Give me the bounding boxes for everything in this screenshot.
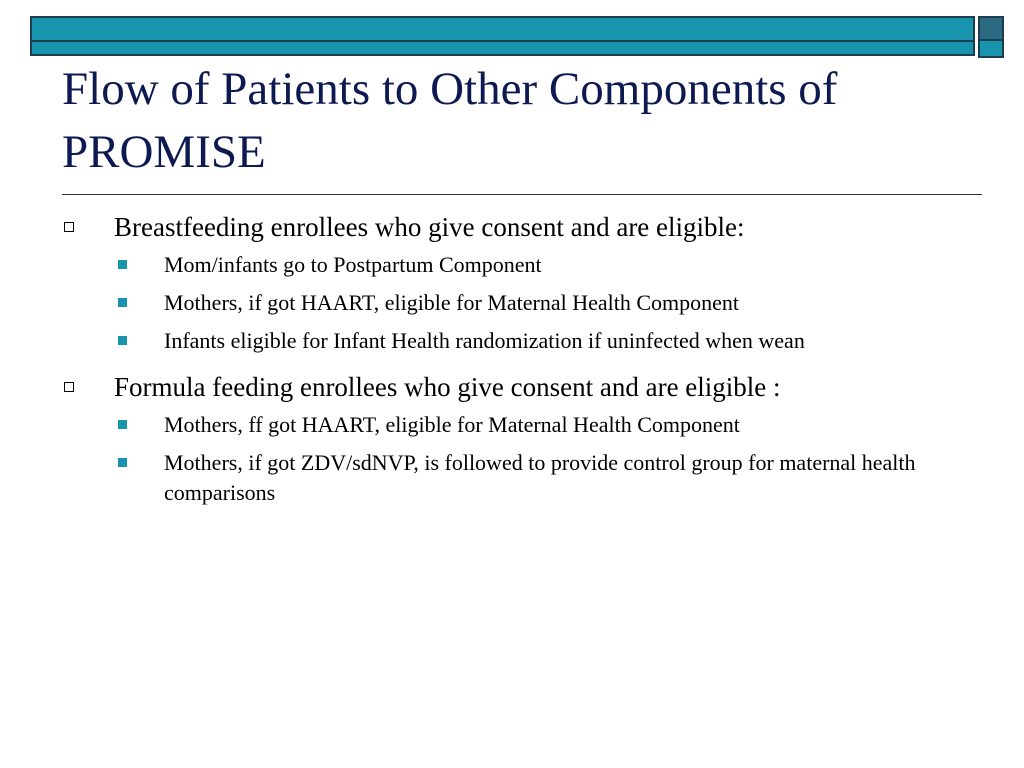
list-item-text: Infants eligible for Infant Health randomization if uninfected when wean [164, 328, 805, 353]
corner-square-upper [978, 16, 1004, 41]
section-heading: Breastfeeding enrollees who give consent and are eligible: [114, 212, 745, 242]
filled-square-bullet-icon [118, 336, 127, 345]
top-bar-divider [32, 40, 973, 42]
list-item [62, 250, 982, 280]
section-formula-feeding [62, 370, 982, 404]
top-decorative-bar [30, 16, 975, 56]
section-breastfeeding [62, 210, 982, 244]
list-item [62, 288, 982, 318]
hollow-square-bullet-icon [64, 222, 74, 232]
slide-content [62, 210, 982, 516]
list-item-text: Mothers, if got HAART, eligible for Maternal Health Component [164, 290, 740, 315]
filled-square-bullet-icon [118, 420, 127, 429]
hollow-square-bullet-icon [64, 382, 74, 392]
list-item [62, 410, 982, 440]
list-item [62, 448, 982, 508]
corner-square-lower [978, 41, 1004, 58]
list-item [62, 326, 982, 356]
section-heading: Formula feeding enrollees who give consent and are eligible : [114, 372, 781, 402]
list-item-text: Mothers, ff got HAART, eligible for Maternal Health Component [164, 412, 740, 437]
filled-square-bullet-icon [118, 260, 127, 269]
title-underline [62, 194, 982, 195]
slide-title: Flow of Patients to Other Components of PROMISE [62, 63, 838, 178]
list-item-text: Mothers, if got ZDV/sdNVP, is followed to provide control group for maternal health comparisons [164, 450, 916, 505]
filled-square-bullet-icon [118, 298, 127, 307]
list-item-text: Mom/infants go to Postpartum Component [164, 252, 542, 277]
filled-square-bullet-icon [118, 458, 127, 467]
